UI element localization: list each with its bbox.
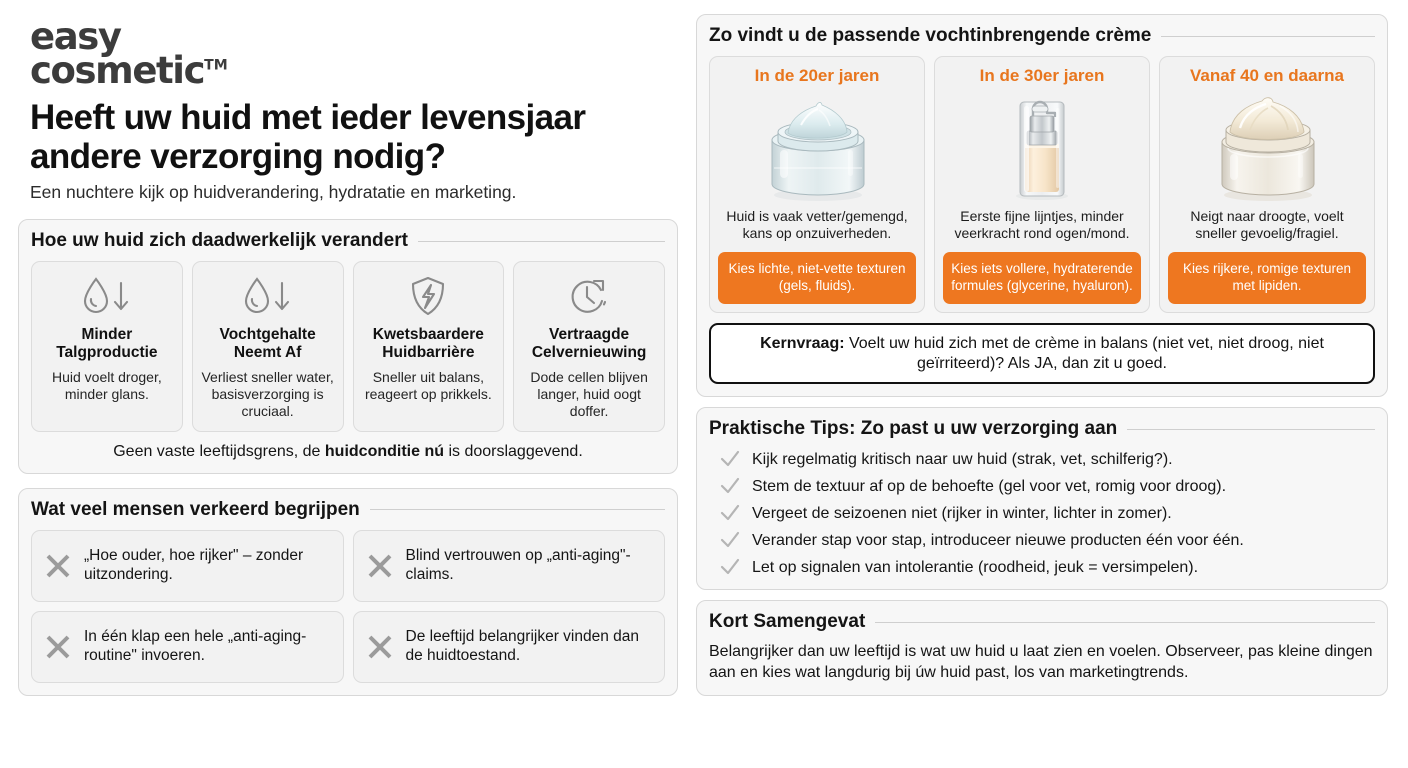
practical-tips-panel (696, 407, 1388, 590)
change-title: Vochtgehalte Neemt Af (219, 326, 316, 362)
misconception-card (31, 530, 344, 602)
droplet-down-icon (240, 274, 296, 318)
divider (875, 622, 1375, 623)
cream-description: Neigt naar droogte, voelt sneller gevoelig/fragiel. (1190, 208, 1344, 241)
droplet-down-icon (79, 274, 135, 318)
tip-item (709, 476, 1375, 496)
misconception-text: In één klap een hele „anti-aging-routine" invoeren. (84, 627, 307, 664)
age-label: In de 20er jaren (754, 66, 880, 85)
trademark-symbol: TM (204, 57, 228, 74)
x-mark-icon (365, 551, 395, 581)
left-column (18, 14, 678, 758)
cream-description: Eerste fijne lijntjes, minder veerkracht rond ogen/mond. (954, 208, 1130, 241)
page-title: Heeft uw huid met ieder levensjaar andere verzorging nodig? (30, 98, 586, 177)
panel-header (709, 611, 1375, 633)
brand-line-1: easy (30, 15, 121, 58)
panel-title: Kort Samengevat (709, 611, 866, 633)
check-icon (719, 449, 741, 469)
shield-bolt-icon (406, 274, 450, 318)
change-card (353, 261, 505, 431)
cream-finder-panel (696, 14, 1388, 397)
panel-header (31, 499, 665, 521)
change-title: Vertraagde Celvernieuwing (531, 326, 647, 362)
brand-line-2: cosmetic™ (30, 49, 228, 93)
change-description: Sneller uit balans, reageert op prikkels. (364, 369, 492, 403)
x-mark-icon (43, 632, 73, 662)
cream-card-30s (934, 56, 1150, 313)
misconceptions-panel (18, 488, 678, 696)
key-question-box (709, 323, 1375, 385)
divider (418, 241, 665, 242)
panel-title: Praktische Tips: Zo past u uw verzorging aan (709, 418, 1118, 440)
tips-list (709, 449, 1375, 577)
cream-recommendation: Kies rijkere, romige texturen met lipiden. (1168, 252, 1366, 304)
cream-card-20s (709, 56, 925, 313)
panel-header (709, 418, 1375, 440)
change-card (513, 261, 665, 431)
divider (1127, 429, 1375, 430)
change-title: Kwetsbaardere Huidbarrière (372, 326, 484, 362)
check-icon (719, 476, 741, 496)
cream-card-40plus (1159, 56, 1375, 313)
right-column (696, 14, 1388, 758)
tip-item (709, 503, 1375, 523)
divider (370, 509, 665, 510)
clock-rotate-icon (565, 274, 613, 318)
panel-title: Hoe uw huid zich daadwerkelijk verandert (31, 230, 408, 252)
misconception-text: De leeftijd belangrijker vinden dan de huidtoestand. (405, 627, 640, 664)
key-question-label: Kernvraag: (760, 334, 845, 352)
change-description: Verliest sneller water, basisverzorging is cruciaal. (201, 369, 334, 419)
cream-jar-image (1202, 88, 1332, 202)
brand-logo (18, 15, 678, 93)
x-mark-icon (43, 551, 73, 581)
change-card (31, 261, 183, 431)
tip-text: Stem de textuur af op de behoefte (gel voor vet, romig voor droog). (752, 477, 1227, 495)
footnote-emphasis: huidconditie nú (324, 442, 444, 460)
panel-header (709, 25, 1375, 47)
cream-recommendation: Kies lichte, niet-vette texturen (gels, fluids). (718, 252, 916, 304)
check-icon (719, 557, 741, 577)
cream-cards-grid (709, 56, 1375, 313)
divider (1161, 36, 1375, 37)
tip-item (709, 557, 1375, 577)
change-card (192, 261, 344, 431)
change-description: Huid voelt droger, minder glans. (52, 369, 162, 403)
age-label: Vanaf 40 en daarna (1189, 66, 1345, 85)
panel-header (31, 230, 665, 252)
panel-title: Wat veel mensen verkeerd begrijpen (31, 498, 360, 520)
x-mark-icon (365, 632, 395, 662)
footnote-pre: Geen vaste leeftijdsgrens, de (113, 442, 325, 460)
misconception-text: Blind vertrouwen op „anti-aging"-claims. (405, 546, 631, 583)
cream-recommendation: Kies iets vollere, hydraterende formules (glycerine, hyaluron). (943, 252, 1141, 304)
change-title: Minder Talgproductie (56, 326, 158, 362)
cream-description: Huid is vaak vetter/gemengd, kans op onzuiverheden. (726, 208, 908, 241)
check-icon (719, 503, 741, 523)
misconception-card (353, 530, 666, 602)
summary-text: Belangrijker dan uw leeftijd is wat uw huid u laat zien en voelen. Observeer, pas kleine dingen aan en kies wat langdurig bij úw huid past, los van marketingtrends. (709, 643, 1373, 681)
skin-changes-panel (18, 219, 678, 473)
change-description: Dode cellen blijven langer, huid oogt doffer. (530, 369, 648, 419)
skin-changes-grid (31, 261, 665, 431)
age-label: In de 30er jaren (979, 66, 1105, 85)
gel-jar-image (752, 88, 882, 202)
summary-panel (696, 600, 1388, 696)
tip-text: Vergeet de seizoenen niet (rijker in winter, lichter in zomer). (752, 504, 1172, 522)
panel-footnote (31, 443, 665, 461)
key-question-text: Voelt uw huid zich met de crème in balans (niet vet, niet droog, niet geïrriteerd)? Als JA, dan zit u goed. (844, 334, 1324, 372)
misconceptions-grid (31, 530, 665, 683)
tip-text: Verander stap voor stap, introduceer nieuwe producten één voor één. (752, 531, 1244, 549)
misconception-card (31, 611, 344, 683)
panel-title: Zo vindt u de passende vochtinbrengende crème (709, 25, 1152, 46)
tip-item (709, 449, 1375, 469)
page-subtitle: Een nuchtere kijk op huidverandering, hydratatie en marketing. (30, 182, 517, 203)
footnote-post: is doorslaggevend. (444, 442, 583, 460)
tip-item (709, 530, 1375, 550)
tip-text: Let op signalen van intolerantie (roodheid, jeuk = versimpelen). (752, 558, 1199, 576)
tip-text: Kijk regelmatig kritisch naar uw huid (strak, vet, schilferig?). (752, 450, 1173, 468)
check-icon (719, 530, 741, 550)
misconception-card (353, 611, 666, 683)
pump-bottle-image (977, 88, 1107, 202)
misconception-text: „Hoe ouder, hoe rijker" – zonder uitzondering. (84, 546, 304, 583)
